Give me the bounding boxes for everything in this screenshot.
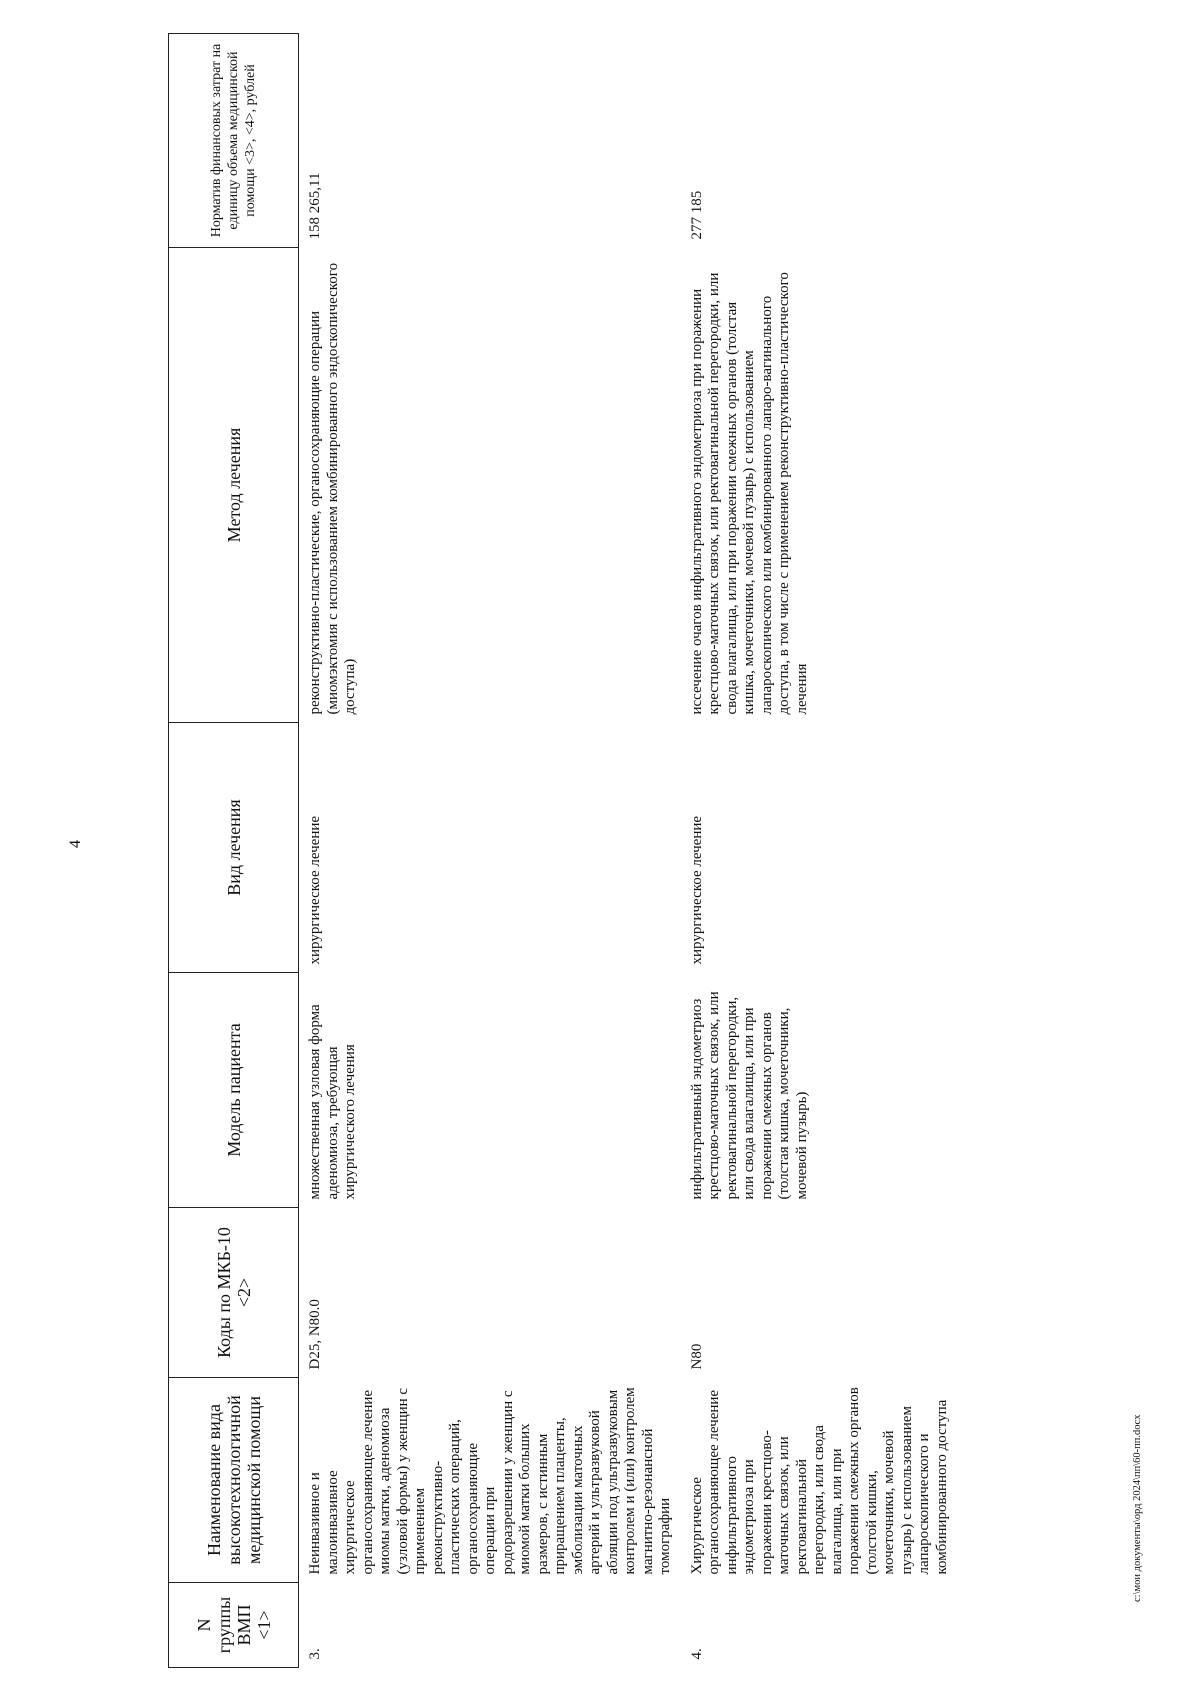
- header-patient-model: Модель пациента: [169, 973, 299, 1208]
- cell-icd-codes: D25, N80.0: [307, 1299, 323, 1370]
- header-icd-codes: Коды по МКБ-10 <2>: [169, 1208, 299, 1378]
- cell-treatment-method: иссечение очагов инфильтративного эндометриоза при поражении крестцово-маточных связок, или ректовагинальной перегородки, или свода влагалища, или при поражении смежных органов (толстая кишка, мочеточники, мочевой пузырь) с использованием лапароскопического или комбинированного лапаро-вагинального доступа, в том числе с применением реконструктивно-пластического лечения: [688, 272, 810, 715]
- header-vmp-name: Наименование вида высокотехнологичной медицинской помощи: [169, 1378, 299, 1583]
- header-group-number: N группы ВМП <1>: [169, 1583, 299, 1668]
- header-treatment-type: Вид лечения: [169, 723, 299, 973]
- cell-icd-codes: N80: [688, 1343, 705, 1370]
- vmp-table: [168, 33, 1165, 1668]
- cell-cost-norm: 277 185: [688, 190, 705, 240]
- page-number: 4: [67, 840, 84, 848]
- cell-group-number: 3.: [307, 1648, 323, 1660]
- cell-group-number: 4.: [688, 1648, 705, 1660]
- cell-treatment-type: хирургическое лечение: [688, 815, 705, 965]
- document-sheet: [168, 34, 1200, 1668]
- cell-cost-norm: 158 265,11: [307, 172, 323, 240]
- cell-treatment-type: хирургическое лечение: [307, 815, 323, 965]
- header-treatment-method: Метод лечения: [169, 248, 299, 723]
- cell-patient-model: множественная узловая форма аденомиоза, требующая хирургического лечения: [307, 1004, 358, 1200]
- header-cost-norm: Норматив финансовых затрат на единицу объема медицинской помощи <3>, <4>, рублей: [169, 34, 299, 248]
- cell-patient-model: инфильтративный эндометриоз крестцово-маточных связок, или ректовагинальной перегородки, или свода влагалища, или при поражении смежных органов (толстая кишка, мочеточники, мочевой пузырь): [688, 991, 810, 1200]
- table-header: [169, 34, 299, 1668]
- table-row: [681, 34, 1165, 1668]
- footer-file-path: c:\мои документы\орд 2024\пп\60-пп.docx: [1132, 1414, 1143, 1602]
- table-row: [299, 34, 681, 1668]
- cell-vmp-name: Неинвазивное и малоинвазивное хирургическое органосохраняющее лечение миомы матки, аденомиоза (узловой формы) у женщин с применением реконструктивно-пластических операций, органосохраняющие операции при родоразрешении у женщин с миомой матки больших размеров, с истинным приращением плаценты, эмболизации маточных артерий и ультразвуковой абляции под ультразвуковым контролем и (или) контролем магнитно-резонансной томографии: [307, 1387, 673, 1575]
- cell-treatment-method: реконструктивно-пластические, органосохраняющие операции (миомэктомия с использованием комбинированного эндоскопического доступа): [307, 262, 358, 715]
- cell-vmp-name: Хирургическое органосохраняющее лечение инфильтративного эндометриоза при поражении крестцово-маточных связок, или ректовагинальной перегородки, или свода влагалища, или при поражении смежных органов (толстой кишки, мочеточники, мочевой пузырь) с использованием лапароскопического и комбинированного доступа: [688, 1387, 950, 1575]
